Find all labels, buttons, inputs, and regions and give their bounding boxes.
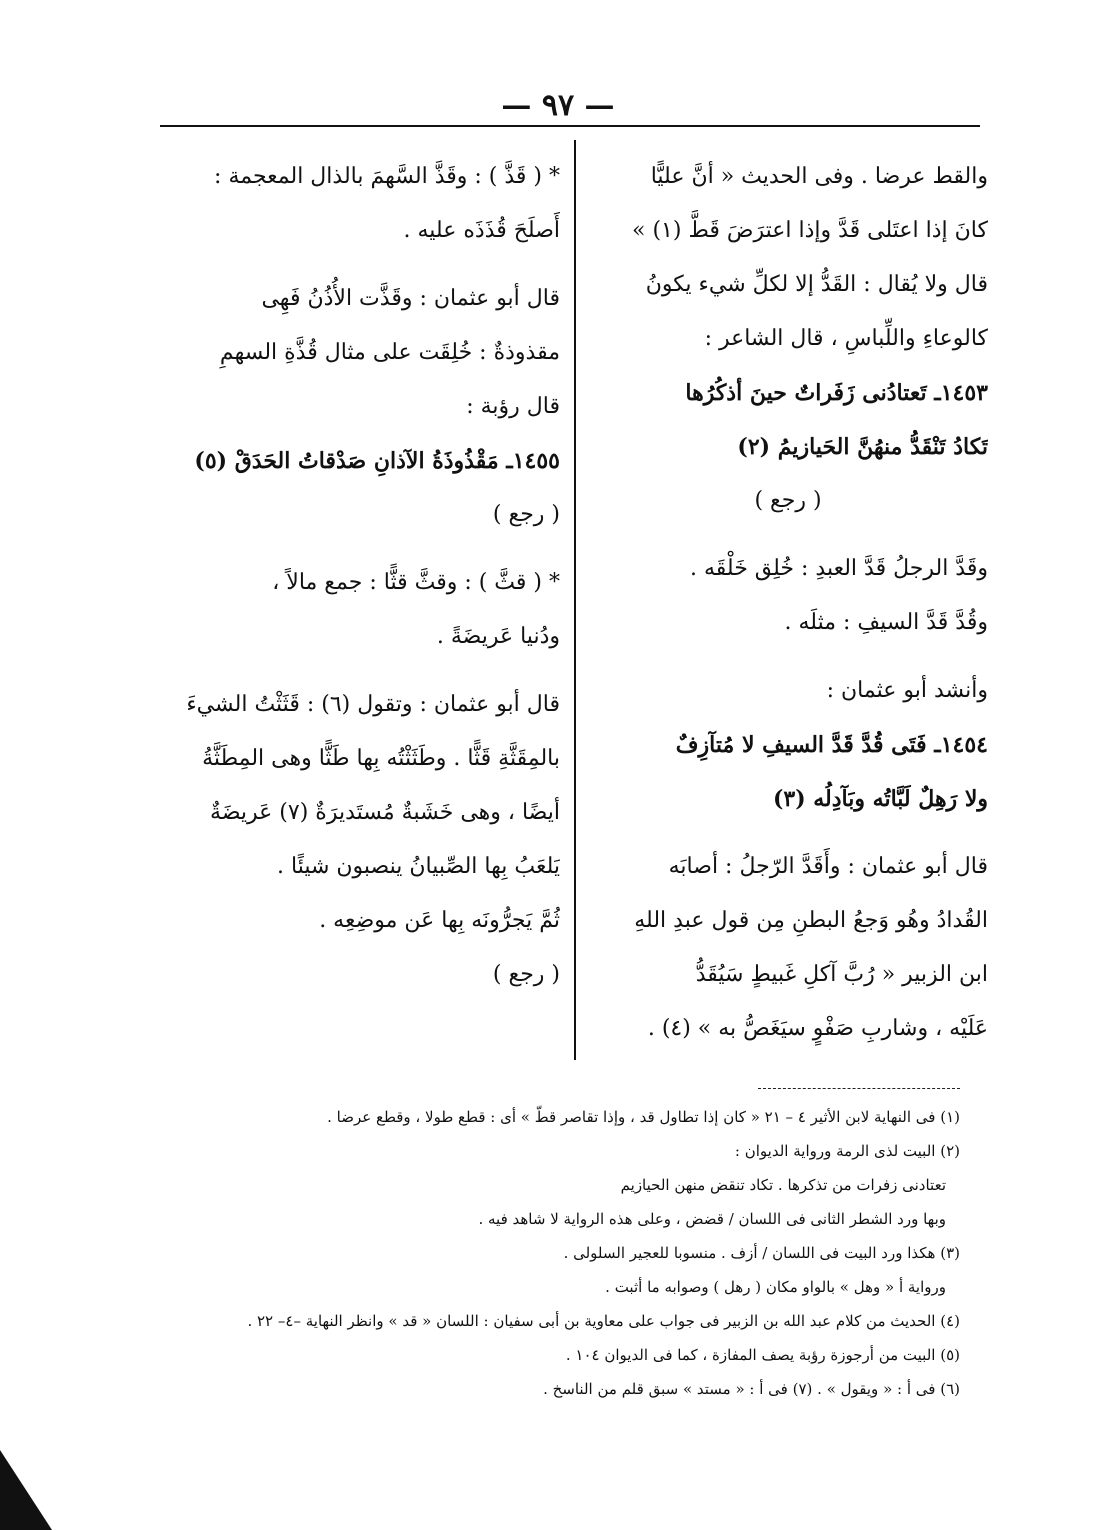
footnote: (٢) البيت لذى الرمة ورواية الديوان : <box>734 1142 960 1160</box>
text-line: يَلعَبُ بِها الصِّبيانُ ينصبون شيئًا . <box>277 854 560 879</box>
entry-heading-line: * ( قثَّ ) : وقثَّ قثًّا : جمع مالاً ، <box>272 570 560 595</box>
footnote-continuation: ورواية أ « وهل » بالواو مكان ( رهل ) وصوابه ما أثبت . <box>605 1278 946 1296</box>
footnote: (٣) هكذا ورد البيت فى اللسان / أزف . منسوبا للعجير السلولى . <box>563 1244 960 1262</box>
footnote: (١) فى النهاية لابن الأثير ٤ – ٢١ « كان إذا تطاول قد ، وإذا تقاصر قطّ » أى : قطع طولا ، وقطع عرضا . <box>327 1108 960 1126</box>
entry-heading-line: * ( قَذَّ ) : وقَذَّ السَّهمَ بالذال المعجمة : <box>214 164 560 189</box>
rajaz-marker: ( رجع ) <box>492 502 560 527</box>
text-line: وقُدَّ قَدَّ السيفِ : مثلَه . <box>784 610 988 635</box>
text-line: كانَ إذا اعتَلى قَدَّ وإذا اعترَضَ قَطَّ (١) » <box>632 218 988 243</box>
text-line: قال أبو عثمان : وأَقَدَّ الرّجلُ : أصابَه <box>668 854 988 879</box>
footnote: (٤) الحديث من كلام عبد الله بن الزبير فى جواب على معاوية بن أبى سفيان : اللسان « قد » وانظر النهاية –٤– ٢٢ . <box>247 1312 960 1330</box>
text-line: القُدادُ وهُو وَجعُ البطنِ مِن قول عبدِ اللهِ <box>634 908 988 933</box>
text-line: ودُنيا عَريضَةً . <box>436 624 560 649</box>
text-line: وقَدَّ الرجلُ قَدَّ العبدِ : خُلِق خَلْقَه . <box>690 556 988 581</box>
text-line: أيضًا ، وهى خَشَبةٌ مُستَديرَةٌ (٧) عَريضَةٌ <box>210 800 560 825</box>
verse-line: ١٤٥٤ـ فَتَى قُدَّ قَدَّ السيفِ لا مُتآزِفٌ <box>675 732 988 758</box>
scan-corner-shadow <box>0 1450 52 1530</box>
header-rule <box>160 125 980 127</box>
text-line: مقذوذةٌ : خُلِقَت على مثال قُذَّةِ السهمِ <box>219 340 560 365</box>
footnotes <box>160 1100 960 1406</box>
text-line: قال رؤبة : <box>466 394 560 419</box>
footnote: (٦) فى أ : « ويقول » . (٧) فى أ : « مستد » سبق قلم من الناسخ . <box>543 1380 960 1398</box>
text-line: قال أبو عثمان : وقَذَّت الأُذُنُ فَهِى <box>261 286 560 311</box>
text-line: وأنشد أبو عثمان : <box>826 678 988 703</box>
rajaz-marker: ( رجع ) <box>492 962 560 987</box>
rajaz-marker: ( رجع ) <box>754 488 822 513</box>
column-divider <box>574 140 576 1060</box>
text-line: بالمِقَثَّةِ قَثًّا . وطَثَثْتُه بِها طَثًّا وهى المِطَثَّةُ <box>202 746 560 771</box>
footnote-rule <box>758 1088 960 1089</box>
footnote-verse: تعتادنى زفرات من تذكرها . تكاد تنقض منهن الحيازيم <box>620 1176 946 1194</box>
footnote-continuation: وبها ورد الشطر الثانى فى اللسان / قضض ، وعلى هذه الرواية لا شاهد فيه . <box>478 1210 946 1228</box>
text-line: قال ولا يُقال : القَدُّ إلا لكلِّ شيء يكونُ <box>645 272 988 297</box>
text-line: عَلَيْه ، وشاربِ صَفْوٍ سيَغَصُّ به » (٤) . <box>647 1016 988 1041</box>
left-column <box>160 150 560 1002</box>
right-column <box>588 150 988 1056</box>
text-line: أَصلَحَ قُذَذَه عليه . <box>403 218 560 243</box>
text-line: قال أبو عثمان : وتقول (٦) : قَثَثْتُ الشيءَ <box>186 692 560 717</box>
text-line: والقط عرضا . وفى الحديث « أنَّ عليًّا <box>650 164 988 189</box>
text-line: ابن الزبير « رُبَّ آكلِ غَبيطٍ سَيُقَدُّ <box>695 962 988 987</box>
verse-line: تَكادُ تَنْقَدُّ منهُنَّ الحَيازيمُ (٢) <box>737 434 988 460</box>
verse-line: ١٤٥٣ـ تَعتادُنى زَفَراتٌ حينَ أذكُرُها <box>685 380 988 406</box>
page-number: — ٩٧ — <box>501 88 615 123</box>
footnote: (٥) البيت من أرجوزة رؤبة يصف المفازة ، كما فى الديوان ١٠٤ . <box>565 1346 960 1364</box>
text-line: ثُمَّ يَجرُّونَه بِها عَن موضِعِه . <box>319 908 560 933</box>
verse-line: ١٤٥٥ـ مَقْذُوذَةُ الآذانِ صَدْقاتُ الحَدَقْ (٥) <box>194 448 560 474</box>
text-line: كالوعاءِ واللِّباسِ ، قال الشاعر : <box>704 326 988 351</box>
verse-line: ولا رَهِلٌ لَبَّاتُه وبَآدِلُه (٣) <box>772 786 988 812</box>
